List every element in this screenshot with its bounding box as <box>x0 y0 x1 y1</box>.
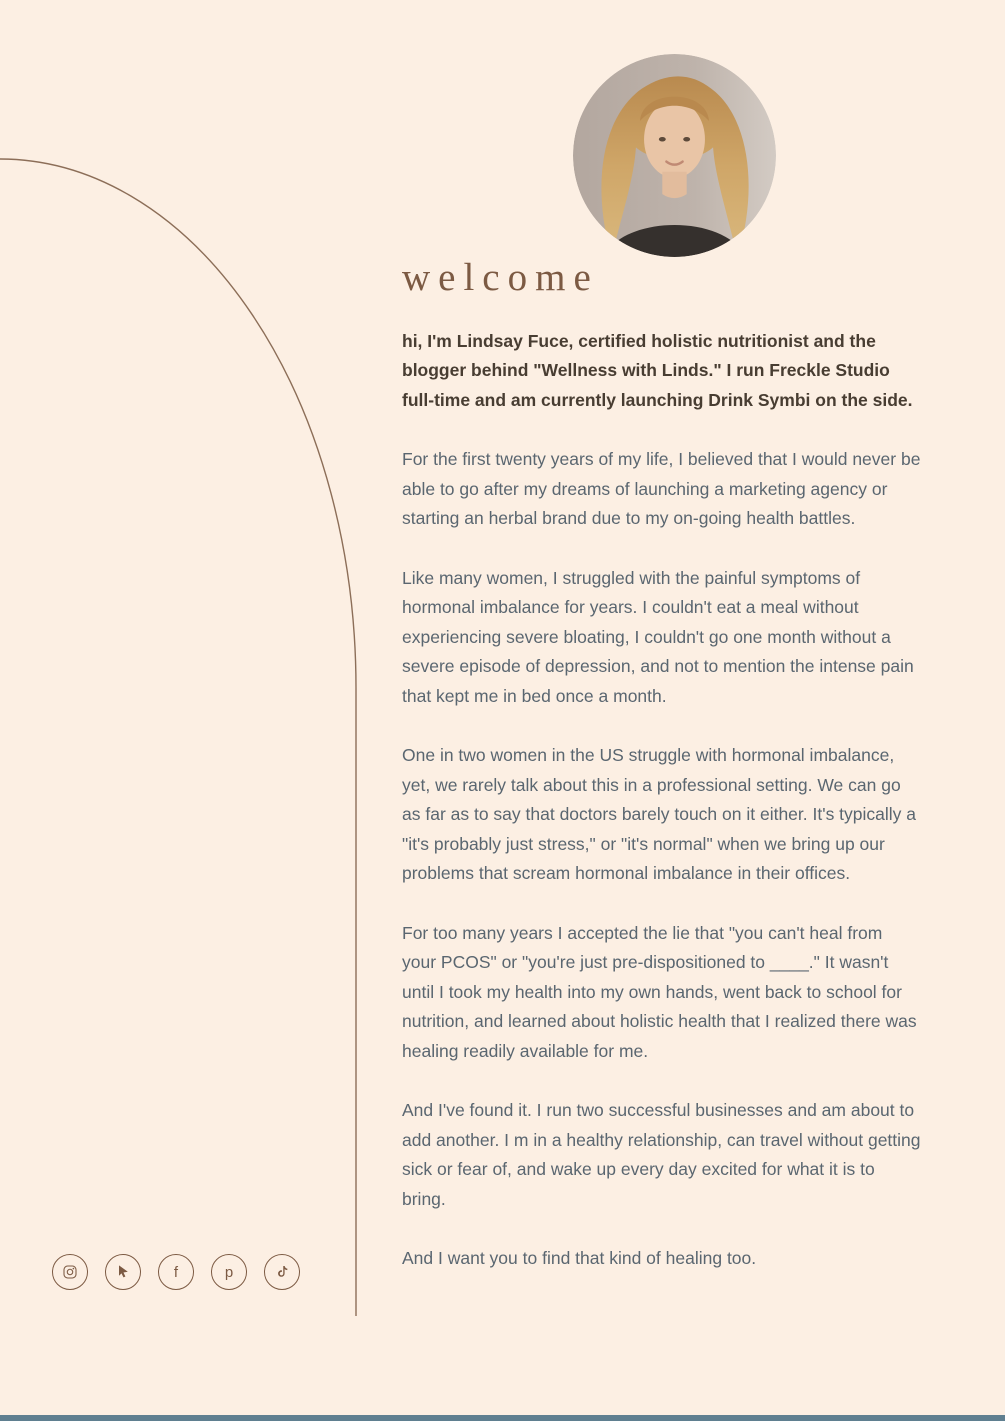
main-content <box>402 256 921 1304</box>
profile-photo <box>573 54 776 257</box>
instagram-link[interactable] <box>52 1254 88 1290</box>
instagram-icon <box>62 1264 78 1280</box>
profile-photo-image <box>573 54 776 257</box>
bio-paragraph: And I've found it. I run two successful businesses and am about to add another. I m in a healthy relationship, can travel without getting sick or fear of, and wake up every day excited for what it is to bring. <box>402 1100 921 1209</box>
bio-paragraph: Like many women, I struggled with the painful symptoms of hormonal imbalance for years. I couldn't eat a meal without experiencing severe bloating, I couldn't go one month without a severe episode of depression, and not to mention the intense pain that kept me in bed once a month. <box>402 567 914 706</box>
facebook-icon: f <box>173 1263 179 1281</box>
bottom-border <box>0 1415 1005 1421</box>
cursor-icon <box>115 1264 131 1280</box>
pinterest-link[interactable] <box>211 1254 247 1290</box>
social-links <box>52 1254 300 1290</box>
bio-paragraph: For the first twenty years of my life, I believed that I would never be able to go after my dreams of launching a marketing agency or starting an herbal brand due to my on-going health battles. <box>402 449 921 529</box>
facebook-link[interactable] <box>158 1254 194 1290</box>
intro-text: hi, I'm Lindsay Fuce, certified holistic nutritionist and the blogger behind "Wellness with Linds." I run Freckle Studio full-time and am currently launching Drink Symbi on the side. <box>402 330 913 410</box>
bio-paragraph: And I want you to find that kind of healing too. <box>402 1248 757 1269</box>
tiktok-icon <box>274 1264 290 1280</box>
bio-paragraph: One in two women in the US struggle with hormonal imbalance, yet, we rarely talk about this in a professional setting. We can go as far as to say that doctors barely touch on it either. It's typically a "it's probably just stress," or "it's normal" when we bring up our problems that scream hormonal imbalance in their offices. <box>402 745 917 884</box>
bio-paragraph: For too many years I accepted the lie that "you can't heal from your PCOS" or "you're just pre-dispositioned to ____." It wasn't until I took my health into my own hands, went back to school for nutrition, and learned about holistic health that I realized there was healing readily available for me. <box>402 922 917 1061</box>
pinterest-icon: p <box>224 1263 234 1281</box>
cursor-link[interactable] <box>105 1254 141 1290</box>
tiktok-link[interactable] <box>264 1254 300 1290</box>
page-title: welcome <box>402 256 599 299</box>
arch-line-decoration <box>0 0 362 1320</box>
